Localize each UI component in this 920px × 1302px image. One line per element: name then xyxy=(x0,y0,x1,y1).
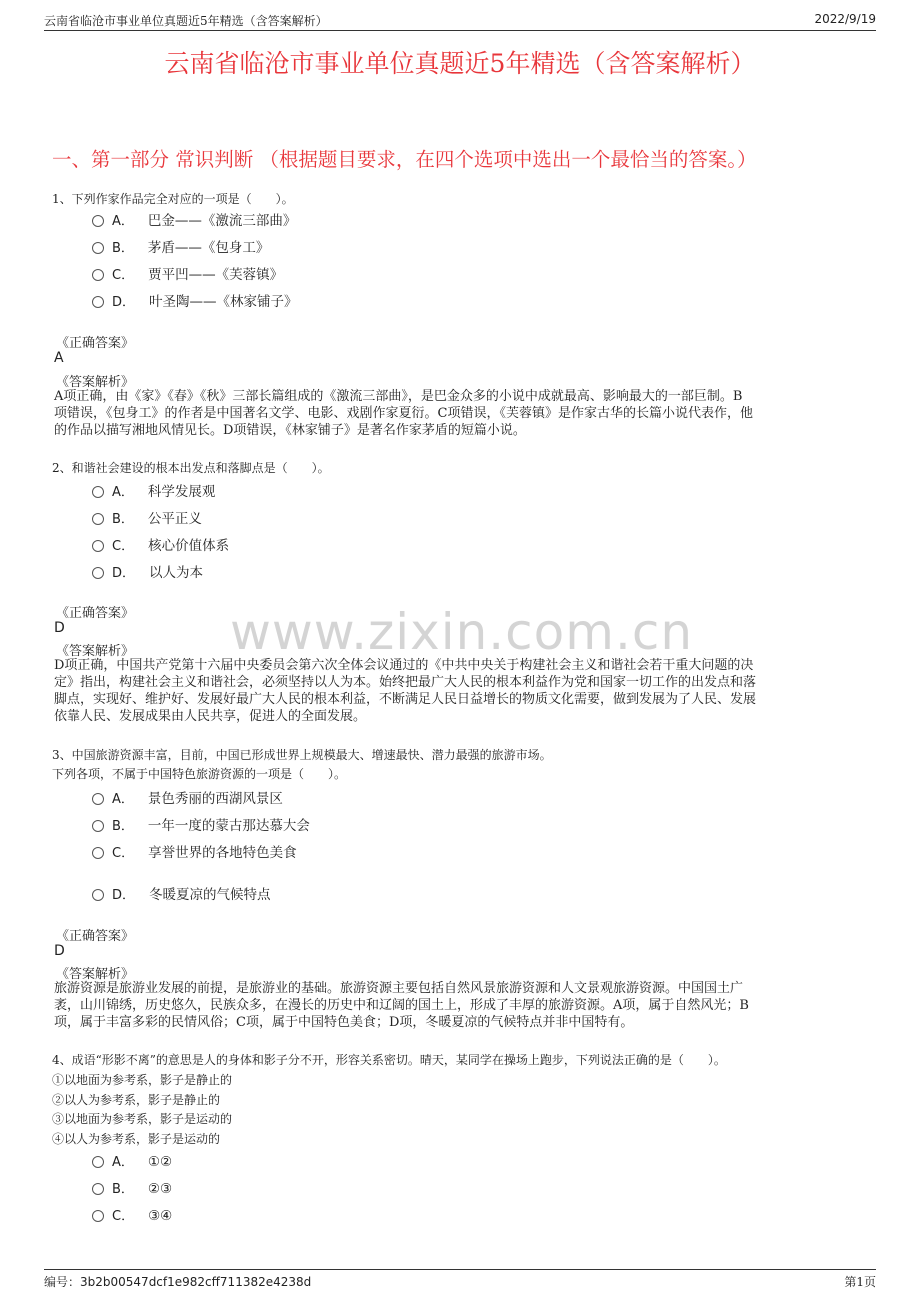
q3-option-c[interactable]: C． 享誉世界的各地特色美食 xyxy=(92,841,297,861)
q4-option-a[interactable]: A． ①② xyxy=(92,1151,172,1170)
q3-answer-label: 《正确答案》 xyxy=(56,929,135,944)
q2-option-d[interactable]: D． 以人为本 xyxy=(92,561,203,581)
q1-analysis-label: 《答案解析》 xyxy=(56,375,135,390)
question-3-stem: 3、中国旅游资源丰富，目前，中国已形成世界上规模最大、增速最快、潜力最强的旅游市场。 xyxy=(52,748,552,762)
header-date: 2022/9/19 xyxy=(814,12,876,26)
q4-statement-2: ②以人为参考系，影子是静止的 xyxy=(52,1093,221,1107)
question-3-stem-2: 下列各项，不属于中国特色旅游资源的一项是（ ）。 xyxy=(52,767,347,781)
radio-icon[interactable] xyxy=(92,820,104,832)
q2-analysis: D项正确，中国共产党第十六届中央委员会第六次全体会议通过的《中共中央关于构建社会主义和谐社会若干重大问题的决 定》指出，构建社会主义和谐社会，必须坚持以人为本。始终把最广大人民的根本利益作为党和国家一切工作的出发点和落 脚点，实现好、维护好、发展好最广大人民的根本利益，不断满足人民日益增长的物质文化需要，做到发展为了人民、发展 依靠人民、发展成果由人民共享，促进人的全面发展。 xyxy=(54,658,757,724)
radio-icon[interactable] xyxy=(92,513,104,525)
q2-option-a[interactable]: A． 科学发展观 xyxy=(92,480,215,500)
watermark: www.zixin.com.cn xyxy=(230,603,694,661)
q3-option-b[interactable]: B． 一年一度的蒙古那达慕大会 xyxy=(92,814,310,834)
radio-icon[interactable] xyxy=(92,269,104,281)
page-footer xyxy=(44,1269,876,1291)
q1-option-b[interactable]: B． 茅盾——《包身工》 xyxy=(92,236,269,256)
q1-answer-label: 《正确答案》 xyxy=(56,336,135,351)
question-2-stem: 2、和谐社会建设的根本出发点和落脚点是（ ）。 xyxy=(52,461,330,475)
radio-icon[interactable] xyxy=(92,486,104,498)
q4-option-c[interactable]: C． ③④ xyxy=(92,1205,172,1224)
q1-answer: A xyxy=(54,350,64,366)
footer-page-number: 第1页 xyxy=(844,1275,876,1289)
q3-option-d[interactable]: D． 冬暖夏凉的气候特点 xyxy=(92,883,271,903)
q2-option-c[interactable]: C． 核心价值体系 xyxy=(92,534,229,554)
radio-icon[interactable] xyxy=(92,567,104,579)
header-doc-title: 云南省临沧市事业单位真题近5年精选（含答案解析） xyxy=(44,14,328,28)
q2-answer: D xyxy=(54,620,65,636)
q1-option-d[interactable]: D． 叶圣陶——《林家铺子》 xyxy=(92,290,298,310)
q4-statement-3: ③以地面为参考系，影子是运动的 xyxy=(52,1112,233,1126)
q2-option-b[interactable]: B． 公平正义 xyxy=(92,507,202,527)
radio-icon[interactable] xyxy=(92,847,104,859)
q3-analysis-label: 《答案解析》 xyxy=(56,967,135,982)
radio-icon[interactable] xyxy=(92,1183,104,1195)
q3-analysis: 旅游资源是旅游业发展的前提，是旅游业的基础。旅游资源主要包括自然风景旅游资源和人文景观旅游资源。中国国土广 袤，山川锦绣，历史悠久，民族众多，在漫长的历史中和辽阔的国土上，形成了丰厚的旅游资源。A项，属于自然风光；B 项，属于丰富多彩的民情风俗；C项，属于中国特色美食；D项，冬暖夏凉的气候特点并非中国特有。 xyxy=(54,981,749,1030)
q3-option-a[interactable]: A． 景色秀丽的西湖风景区 xyxy=(92,787,283,807)
radio-icon[interactable] xyxy=(92,296,104,308)
q2-answer-label: 《正确答案》 xyxy=(56,606,135,621)
q1-option-a[interactable]: A． 巴金——《激流三部曲》 xyxy=(92,209,296,229)
radio-icon[interactable] xyxy=(92,215,104,227)
radio-icon[interactable] xyxy=(92,793,104,805)
document-title: 云南省临沧市事业单位真题近5年精选（含答案解析） xyxy=(164,49,756,78)
radio-icon[interactable] xyxy=(92,1156,104,1168)
radio-icon[interactable] xyxy=(92,889,104,901)
section-heading: 一、第一部分 常识判断 （根据题目要求，在四个选项中选出一个最恰当的答案。） xyxy=(52,148,757,171)
q1-option-c[interactable]: C． 贾平凹——《芙蓉镇》 xyxy=(92,263,283,283)
q4-statement-4: ④以人为参考系，影子是运动的 xyxy=(52,1132,221,1146)
q1-analysis: A项正确，由《家》《春》《秋》三部长篇组成的《激流三部曲》，是巴金众多的小说中成就最高、影响最大的一部巨制。B 项错误，《包身工》的作者是中国著名文学、电影、戏剧作家夏衍。C项错误，《芙蓉镇》是作家古华的长篇小说代表作，他 的作品以描写湘地风情见长。D项错误，《林家铺子》是著名作家茅盾的短篇小说。 xyxy=(54,389,753,438)
q4-option-b[interactable]: B． ②③ xyxy=(92,1178,172,1197)
radio-icon[interactable] xyxy=(92,1210,104,1222)
question-1-stem: 1、下列作家作品完全对应的一项是（ ）。 xyxy=(52,192,294,206)
q3-answer: D xyxy=(54,943,65,959)
radio-icon[interactable] xyxy=(92,242,104,254)
q2-analysis-label: 《答案解析》 xyxy=(56,644,135,659)
page-header xyxy=(44,12,876,31)
footer-code: 编号：3b2b00547dcf1e982cff711382e4238d xyxy=(44,1275,312,1289)
question-4-stem: 4、成语“形影不离”的意思是人的身体和影子分不开，形容关系密切。晴天，某同学在操场上跑步，下列说法正确的是（ ）。 xyxy=(52,1053,726,1067)
q4-statement-1: ①以地面为参考系，影子是静止的 xyxy=(52,1073,233,1087)
radio-icon[interactable] xyxy=(92,540,104,552)
